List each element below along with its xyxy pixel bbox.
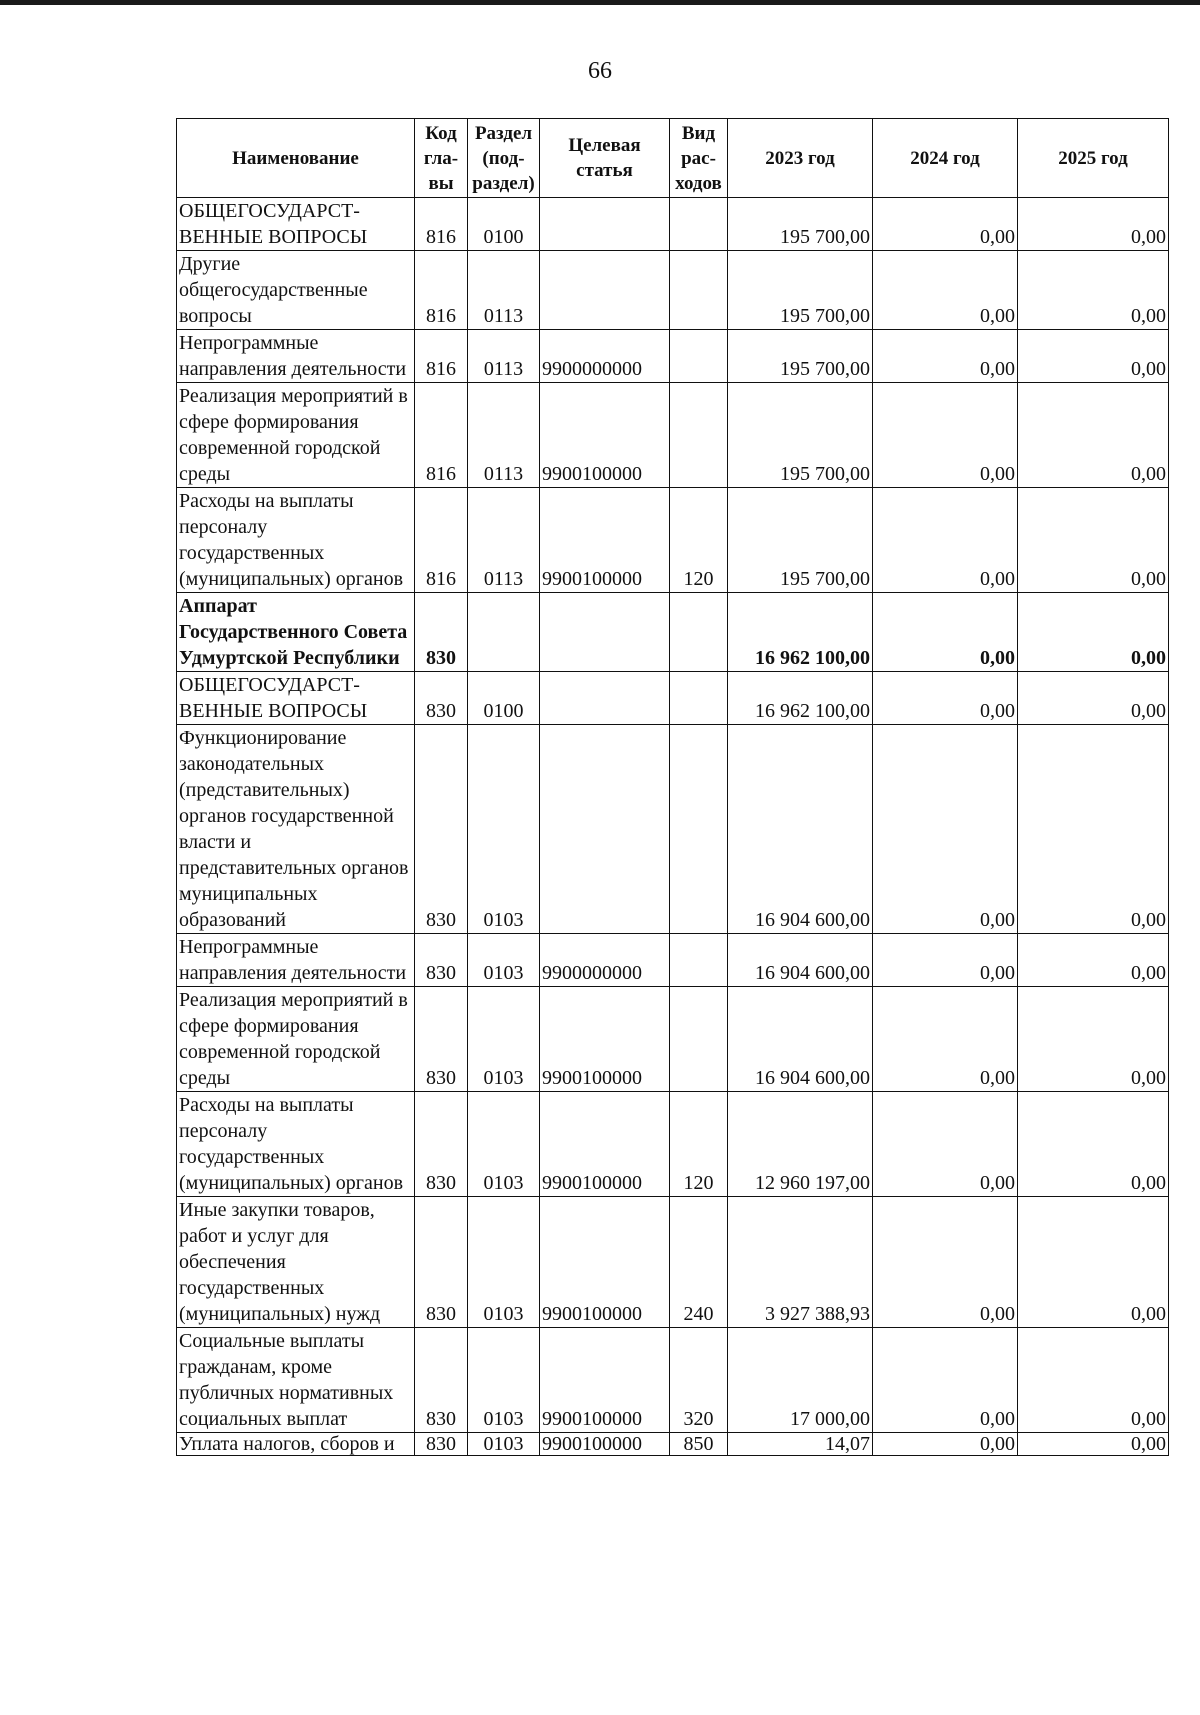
header-2025: 2025 год	[1018, 119, 1169, 198]
cell-name: Расходы на выплаты персоналу государственных (муниципальных) органов	[177, 1092, 415, 1197]
header-code: Код гла-вы	[415, 119, 468, 198]
table-row	[177, 1092, 1169, 1197]
cell-article	[540, 672, 670, 725]
cell-2024: 0,00	[873, 672, 1018, 725]
cell-2024: 0,00	[873, 1092, 1018, 1197]
cell-2023: 195 700,00	[728, 488, 873, 593]
header-2023: 2023 год	[728, 119, 873, 198]
cell-section: 0113	[468, 383, 540, 488]
header-type: Вид рас-ходов	[670, 119, 728, 198]
table-row	[177, 725, 1169, 934]
cell-2025: 0,00	[1018, 934, 1169, 987]
cell-2024: 0,00	[873, 383, 1018, 488]
cell-2024: 0,00	[873, 593, 1018, 672]
cell-article: 9900100000	[540, 1197, 670, 1328]
header-row	[177, 119, 1169, 198]
cell-2025: 0,00	[1018, 593, 1169, 672]
table-row	[177, 383, 1169, 488]
scan-top-edge	[0, 0, 1200, 5]
table-row	[177, 672, 1169, 725]
cell-2023: 17 000,00	[728, 1328, 873, 1433]
cell-2025: 0,00	[1018, 383, 1169, 488]
cell-code: 830	[415, 672, 468, 725]
cell-section: 0103	[468, 1092, 540, 1197]
cell-2023: 195 700,00	[728, 251, 873, 330]
cell-type	[670, 987, 728, 1092]
header-2024: 2024 год	[873, 119, 1018, 198]
cell-type: 120	[670, 488, 728, 593]
cell-code: 830	[415, 725, 468, 934]
table-row-total	[177, 593, 1169, 672]
table-row	[177, 934, 1169, 987]
cell-section: 0103	[468, 934, 540, 987]
cell-2024: 0,00	[873, 987, 1018, 1092]
cell-section: 0100	[468, 198, 540, 251]
cell-name: Аппарат Государственного Совета Удмуртской Республики	[177, 593, 415, 672]
header-name: Наименование	[177, 119, 415, 198]
cell-2025: 0,00	[1018, 1328, 1169, 1433]
cell-type: 850	[670, 1433, 728, 1456]
cell-name: Расходы на выплаты персоналу государственных (муниципальных) органов	[177, 488, 415, 593]
cell-2023: 16 962 100,00	[728, 593, 873, 672]
cell-section: 0103	[468, 1197, 540, 1328]
cell-2024: 0,00	[873, 488, 1018, 593]
cell-2024: 0,00	[873, 330, 1018, 383]
budget-table	[176, 118, 1169, 1456]
cell-section: 0103	[468, 725, 540, 934]
cell-name: Уплата налогов, сборов и	[177, 1433, 415, 1456]
cell-section	[468, 593, 540, 672]
cell-2023: 195 700,00	[728, 198, 873, 251]
cell-2024: 0,00	[873, 251, 1018, 330]
cell-name: Иные закупки товаров, работ и услуг для обеспечения государственных (муниципальных) нужд	[177, 1197, 415, 1328]
table-row	[177, 987, 1169, 1092]
cell-code: 830	[415, 1197, 468, 1328]
cell-2024: 0,00	[873, 198, 1018, 251]
table-row	[177, 488, 1169, 593]
cell-code: 830	[415, 1092, 468, 1197]
cell-code: 830	[415, 1328, 468, 1433]
cell-article: 9900100000	[540, 383, 670, 488]
cell-article: 9900100000	[540, 987, 670, 1092]
cell-article: 9900000000	[540, 934, 670, 987]
cell-type	[670, 672, 728, 725]
cell-2025: 0,00	[1018, 1092, 1169, 1197]
cell-2025: 0,00	[1018, 725, 1169, 934]
cell-article	[540, 725, 670, 934]
cell-type	[670, 198, 728, 251]
cell-type	[670, 725, 728, 934]
cell-name: Непрограммные направления деятельности	[177, 330, 415, 383]
cell-code: 830	[415, 987, 468, 1092]
cell-article: 9900100000	[540, 1092, 670, 1197]
cell-section: 0103	[468, 1328, 540, 1433]
cell-code: 816	[415, 488, 468, 593]
header-section: Раздел (под-раздел)	[468, 119, 540, 198]
cell-code: 816	[415, 198, 468, 251]
cell-2025: 0,00	[1018, 330, 1169, 383]
cell-code: 816	[415, 251, 468, 330]
cell-type: 240	[670, 1197, 728, 1328]
cell-name: Реализация мероприятий в сфере формирования современной городской среды	[177, 383, 415, 488]
cell-2025: 0,00	[1018, 251, 1169, 330]
table-row	[177, 251, 1169, 330]
cell-name: ОБЩЕГОСУДАРСТ-ВЕННЫЕ ВОПРОСЫ	[177, 672, 415, 725]
cell-2023: 16 962 100,00	[728, 672, 873, 725]
cell-2023: 16 904 600,00	[728, 934, 873, 987]
cell-section: 0113	[468, 251, 540, 330]
cell-2023: 195 700,00	[728, 383, 873, 488]
cell-type	[670, 251, 728, 330]
cell-name: Функционирование законодательных (представительных) органов государственной власти и представительных органов муниципальных образований	[177, 725, 415, 934]
cell-article: 9900100000	[540, 1328, 670, 1433]
cell-2023: 3 927 388,93	[728, 1197, 873, 1328]
cell-code: 816	[415, 330, 468, 383]
table-row	[177, 1433, 1169, 1456]
cell-type	[670, 330, 728, 383]
table-row	[177, 1197, 1169, 1328]
cell-article: 9900000000	[540, 330, 670, 383]
cell-2024: 0,00	[873, 725, 1018, 934]
cell-section: 0103	[468, 1433, 540, 1456]
cell-article	[540, 593, 670, 672]
cell-article	[540, 251, 670, 330]
cell-type	[670, 383, 728, 488]
cell-article	[540, 198, 670, 251]
cell-2023: 16 904 600,00	[728, 987, 873, 1092]
cell-code: 830	[415, 593, 468, 672]
cell-2024: 0,00	[873, 1433, 1018, 1456]
cell-name: Непрограммные направления деятельности	[177, 934, 415, 987]
cell-name: ОБЩЕГОСУДАРСТ-ВЕННЫЕ ВОПРОСЫ	[177, 198, 415, 251]
cell-type: 120	[670, 1092, 728, 1197]
cell-article: 9900100000	[540, 1433, 670, 1456]
cell-2024: 0,00	[873, 1328, 1018, 1433]
cell-type	[670, 934, 728, 987]
cell-section: 0113	[468, 330, 540, 383]
cell-2025: 0,00	[1018, 198, 1169, 251]
cell-type	[670, 593, 728, 672]
header-article: Целевая статья	[540, 119, 670, 198]
cell-code: 830	[415, 1433, 468, 1456]
cell-section: 0103	[468, 987, 540, 1092]
cell-2023: 14,07	[728, 1433, 873, 1456]
cell-2025: 0,00	[1018, 672, 1169, 725]
table-row	[177, 1328, 1169, 1433]
table-row	[177, 330, 1169, 383]
cell-2024: 0,00	[873, 1197, 1018, 1328]
cell-2025: 0,00	[1018, 987, 1169, 1092]
cell-2024: 0,00	[873, 934, 1018, 987]
cell-2025: 0,00	[1018, 1197, 1169, 1328]
cell-article: 9900100000	[540, 488, 670, 593]
cell-section: 0100	[468, 672, 540, 725]
cell-type: 320	[670, 1328, 728, 1433]
cell-2025: 0,00	[1018, 1433, 1169, 1456]
cell-section: 0113	[468, 488, 540, 593]
cell-2023: 195 700,00	[728, 330, 873, 383]
cell-2023: 12 960 197,00	[728, 1092, 873, 1197]
table-row	[177, 198, 1169, 251]
cell-2023: 16 904 600,00	[728, 725, 873, 934]
page-number: 66	[588, 58, 612, 84]
cell-code: 830	[415, 934, 468, 987]
cell-code: 816	[415, 383, 468, 488]
cell-name: Реализация мероприятий в сфере формирования современной городской среды	[177, 987, 415, 1092]
cell-2025: 0,00	[1018, 488, 1169, 593]
cell-name: Социальные выплаты гражданам, кроме публичных нормативных социальных выплат	[177, 1328, 415, 1433]
cell-name: Другие общегосударственные вопросы	[177, 251, 415, 330]
